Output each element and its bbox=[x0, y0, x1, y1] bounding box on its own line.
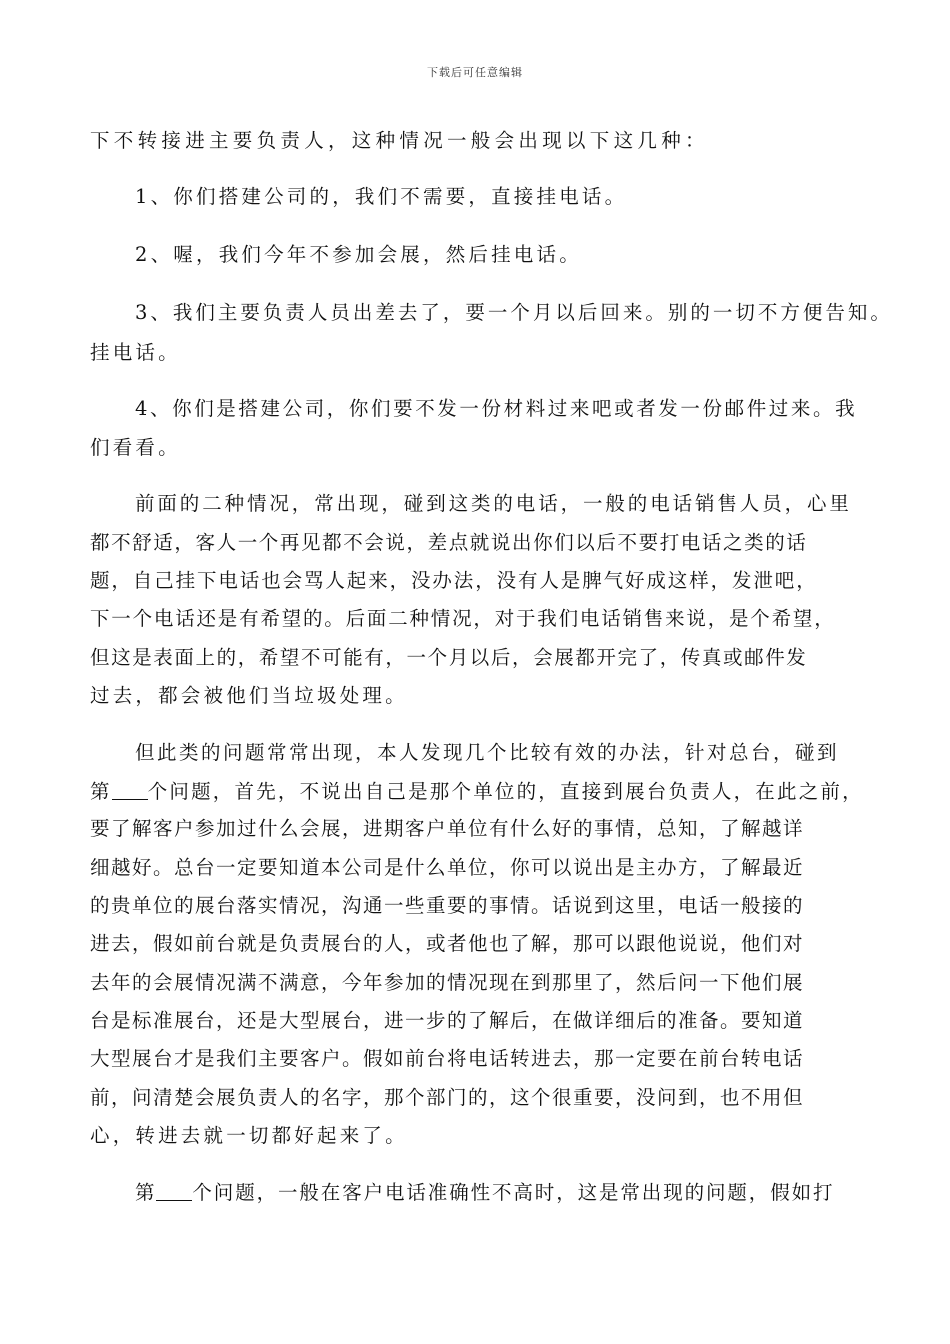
text-line bbox=[135, 1182, 834, 1203]
text-line: 下一个电话还是有希望的。后面二种情况，对于我们电话销售来说，是个希望， bbox=[90, 607, 836, 630]
text-line bbox=[90, 781, 864, 802]
text-segment: 个问题，一般在客户电话准确性不高时，这是常出现的问题，假如打 bbox=[192, 1181, 835, 1204]
text-line: 都不舒适，客人一个再见都不会说，差点就说出你们以后不要打电话之类的话 bbox=[90, 531, 808, 554]
text-line: 细越好。总台一定要知道本公司是什么单位，你可以说出是主办方，了解最近 bbox=[90, 856, 805, 879]
text-line: 但这是表面上的，希望不可能有，一个月以后，会展都开完了，传真或邮件发 bbox=[90, 646, 808, 669]
text-line: 们看看。 bbox=[90, 436, 181, 459]
text-line: 要了解客户参加过什么会展，进期客户单位有什么好的事情，总知，了解越详 bbox=[90, 817, 805, 840]
fill-blank bbox=[112, 781, 148, 800]
text-line: 去年的会展情况满不满意，今年参加的情况现在到那里了，然后问一下他们展 bbox=[90, 971, 805, 994]
text-line: 过去，都会被他们当垃圾处理。 bbox=[90, 684, 408, 707]
text-segment: 个问题，首先，不说出自己是那个单位的，直接到展台负责人，在此之前， bbox=[147, 780, 864, 803]
list-item: 3、我们主要负责人员出差去了，要一个月以后回来。别的一切不方便告知。 bbox=[135, 301, 893, 324]
list-item: 1、你们搭建公司的，我们不需要，直接挂电话。 bbox=[135, 185, 628, 208]
text-line: 前面的二种情况，常出现，碰到这类的电话，一般的电话销售人员，心里 bbox=[135, 492, 852, 515]
text-line: 但此类的问题常常出现，本人发现几个比较有效的办法，针对总台，碰到 bbox=[135, 741, 840, 764]
text-line: 前，问清楚会展负责人的名字，那个部门的，这个很重要，没问到，也不用但 bbox=[90, 1086, 805, 1109]
list-item: 4、你们是搭建公司，你们要不发一份材料过来吧或者发一份邮件过来。我 bbox=[135, 397, 858, 420]
page-header: 下载后可任意编辑 bbox=[427, 66, 523, 79]
text-line: 下不转接进主要负责人，这种情况一般会出现以下这几种： bbox=[90, 129, 709, 152]
text-line: 挂电话。 bbox=[90, 341, 181, 364]
text-line: 大型展台才是我们主要客户。假如前台将电话转进去，那一定要在前台转电话 bbox=[90, 1047, 805, 1070]
text-segment: 第 bbox=[90, 780, 112, 803]
text-line: 题，自己挂下电话也会骂人起来，没办法，没有人是脾气好成这样，发泄吧， bbox=[90, 569, 818, 592]
text-segment: 第 bbox=[135, 1181, 157, 1204]
text-line: 心，转进去就一切都好起来了。 bbox=[90, 1124, 408, 1147]
text-line: 的贵单位的展台落实情况，沟通一些重要的事情。话说到这里，电话一般接的 bbox=[90, 894, 805, 917]
text-line: 进去，假如前台就是负责展台的人，或者他也了解，那可以跟他说说，他们对 bbox=[90, 932, 805, 955]
fill-blank bbox=[156, 1182, 192, 1201]
list-item: 2、喔，我们今年不参加会展，然后挂电话。 bbox=[135, 243, 582, 266]
text-line: 台是标准展台，还是大型展台，进一步的了解后，在做详细后的准备。要知道 bbox=[90, 1009, 805, 1032]
